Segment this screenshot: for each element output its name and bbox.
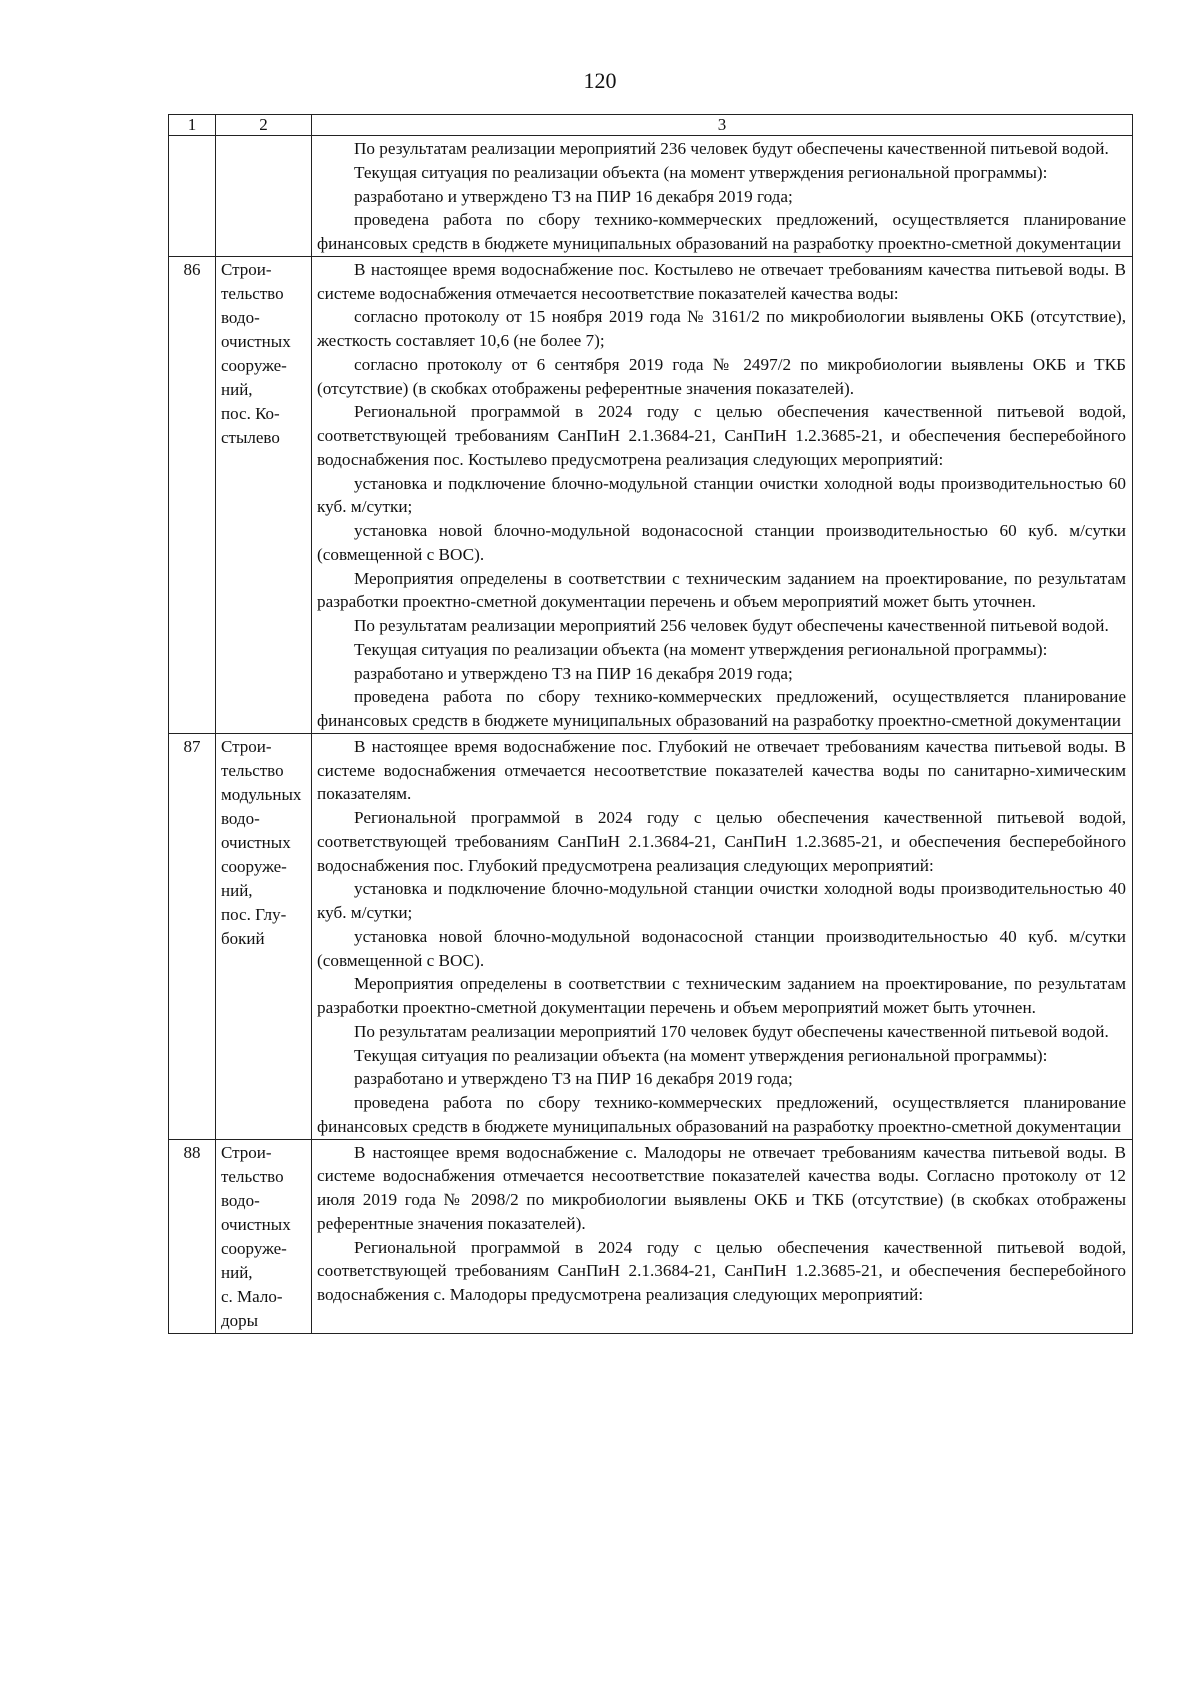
table-row	[169, 733, 1133, 1139]
object-name-cell	[216, 136, 312, 257]
description-paragraph: Текущая ситуация по реализации объекта (на момент утверждения региональной программы):	[354, 1045, 1048, 1065]
object-name-line: пос. Глу-	[221, 904, 287, 924]
object-name-line: тельство	[221, 760, 284, 780]
description-paragraph: Региональной программой в 2024 году с целью обеспечения качественной питьевой водой, соответствующей требованиям СанПиН 2.1.3684-21, СанПиН 1.2.3685-21, и обеспечения бесперебойного водоснабжения с. Малодоры предусмотрена реализация следующих мероприятий:	[317, 1237, 1126, 1304]
object-name-line: стылево	[221, 427, 280, 447]
table-header-row	[169, 115, 1133, 136]
description-paragraph: Текущая ситуация по реализации объекта (на момент утверждения региональной программы):	[354, 162, 1048, 182]
object-name-line: Строи-	[221, 259, 272, 279]
object-name-line: с. Мало-	[221, 1286, 283, 1306]
object-name-line: сооруже-	[221, 856, 287, 876]
object-name-line: водо-	[221, 1190, 260, 1210]
description-paragraph: разработано и утверждено ТЗ на ПИР 16 декабря 2019 года;	[354, 1069, 793, 1089]
object-name-line: ний,	[221, 379, 253, 399]
object-name-line: пос. Ко-	[221, 403, 280, 423]
object-name-line: очистных	[221, 1214, 291, 1234]
description-paragraph: По результатам реализации мероприятий 236 человек будут обеспечены качественной питьевой водой.	[354, 139, 1109, 158]
object-name-cell	[216, 733, 312, 1139]
description-paragraph: Мероприятия определены в соответствии с техническим заданием на проектирование, по результатам разработки проектно-сметной документации перечень и объем мероприятий может быть уточнен.	[317, 568, 1126, 612]
description-paragraph: По результатам реализации мероприятий 256 человек будут обеспечены качественной питьевой водой.	[354, 616, 1109, 635]
document-table	[168, 114, 1133, 1334]
description-paragraph: установка новой блочно-модульной водонасосной станции производительностью 40 куб. м/сутки (совмещенной с ВОС).	[317, 926, 1126, 970]
object-name-line: водо-	[221, 808, 260, 828]
object-name-line: Строи-	[221, 1142, 272, 1162]
description-cell	[312, 136, 1133, 257]
column-header-number: 1	[169, 115, 216, 136]
object-name-line: ний,	[221, 1262, 253, 1282]
description-paragraph: установка и подключение блочно-модульной станции очистки холодной воды производительностью 40 куб. м/сутки;	[317, 879, 1126, 922]
description-paragraph: проведена работа по сбору технико-коммерческих предложений, осуществляется планирование финансовых средств в бюджете муниципальных образований на разработку проектно-сметной документации	[317, 687, 1126, 730]
description-paragraph: разработано и утверждено ТЗ на ПИР 16 декабря 2019 года;	[354, 186, 793, 206]
object-name-line: очистных	[221, 331, 291, 351]
description-paragraph: Региональной программой в 2024 году с целью обеспечения качественной питьевой водой, соответствующей требованиям СанПиН 2.1.3684-21, СанПиН 1.2.3685-21, и обеспечения бесперебойного водоснабжения пос. Костылево предусмотрена реализация следующих мероприятий:	[317, 402, 1126, 469]
description-paragraph: установка новой блочно-модульной водонасосной станции производительностью 60 куб. м/сутки (совмещенной с ВОС).	[317, 521, 1126, 564]
object-name-line: очистных	[221, 832, 291, 852]
description-paragraph: согласно протоколу от 6 сентября 2019 года № 2497/2 по микробиологии выявлены ОКБ и ТКБ (отсутствие) (в скобках отображены референтные значения показателей).	[317, 354, 1126, 398]
row-number	[169, 136, 216, 257]
object-name-line: ний,	[221, 880, 253, 900]
object-name-line: Строи-	[221, 736, 272, 756]
object-name-line: сооруже-	[221, 1238, 287, 1258]
description-paragraph: разработано и утверждено ТЗ на ПИР 16 декабря 2019 года;	[354, 663, 793, 683]
description-paragraph: В настоящее время водоснабжение пос. Глубокий не отвечает требованиям качества питьевой воды. В системе водоснабжения отмечается несоответствие показателей качества воды по санитарно-химическим показателям.	[317, 736, 1126, 804]
table-row	[169, 256, 1133, 733]
object-name-cell	[216, 256, 312, 733]
row-number: 87	[169, 733, 216, 1139]
description-paragraph: Мероприятия определены в соответствии с техническим заданием на проектирование, по результатам разработки проектно-сметной документации перечень и объем мероприятий может быть уточнен.	[317, 974, 1126, 1017]
object-name-line: сооруже-	[221, 355, 287, 375]
object-name-line: водо-	[221, 307, 260, 327]
description-paragraph: В настоящее время водоснабжение с. Малодоры не отвечает требованиям качества питьевой воды. В системе водоснабжения отмечается несоответствие показателей качества воды. Согласно протоколу от 12 июля 2019 года № 2098/2 по микробиологии выявлены ОКБ и ТКБ (отсутствие) (в скобках отображены референтные значения показателей).	[317, 1142, 1126, 1233]
object-name-line: бокий	[221, 928, 265, 948]
description-paragraph: Региональной программой в 2024 году с целью обеспечения качественной питьевой водой, соответствующей требованиям СанПиН 2.1.3684-21, СанПиН 1.2.3685-21, и обеспечения бесперебойного водоснабжения пос. Глубокий предусмотрена реализация следующих мероприятий:	[317, 808, 1126, 875]
description-paragraph: проведена работа по сбору технико-коммерческих предложений, осуществляется планирование финансовых средств в бюджете муниципальных образований на разработку проектно-сметной документации	[317, 210, 1126, 253]
object-name-line: модульных	[221, 784, 302, 804]
row-number: 86	[169, 256, 216, 733]
description-paragraph: согласно протоколу от 15 ноября 2019 года № 3161/2 по микробиологии выявлены ОКБ (отсутствие), жесткость составляет 10,6 (не более 7);	[317, 307, 1126, 350]
description-cell	[312, 1139, 1133, 1333]
object-name-cell	[216, 1139, 312, 1333]
object-name-line: тельство	[221, 1166, 284, 1186]
object-name-line: тельство	[221, 283, 284, 303]
row-number: 88	[169, 1139, 216, 1333]
description-paragraph: Текущая ситуация по реализации объекта (на момент утверждения региональной программы):	[354, 639, 1048, 659]
description-paragraph: По результатам реализации мероприятий 170 человек будут обеспечены качественной питьевой водой.	[354, 1021, 1109, 1041]
description-paragraph: В настоящее время водоснабжение пос. Костылево не отвечает требованиям качества питьевой воды. В системе водоснабжения отмечается несоответствие показателей качества воды:	[317, 259, 1126, 303]
description-cell	[312, 733, 1133, 1139]
column-header-description: 3	[312, 115, 1133, 136]
description-cell	[312, 256, 1133, 733]
description-paragraph: проведена работа по сбору технико-коммерческих предложений, осуществляется планирование финансовых средств в бюджете муниципальных образований на разработку проектно-сметной документации	[317, 1093, 1126, 1136]
description-paragraph: установка и подключение блочно-модульной станции очистки холодной воды производительностью 60 куб. м/сутки;	[317, 473, 1126, 517]
table-row	[169, 136, 1133, 257]
page-number: 120	[583, 68, 617, 93]
column-header-object: 2	[216, 115, 312, 136]
table-row	[169, 1139, 1133, 1333]
object-name-line: доры	[221, 1310, 259, 1330]
